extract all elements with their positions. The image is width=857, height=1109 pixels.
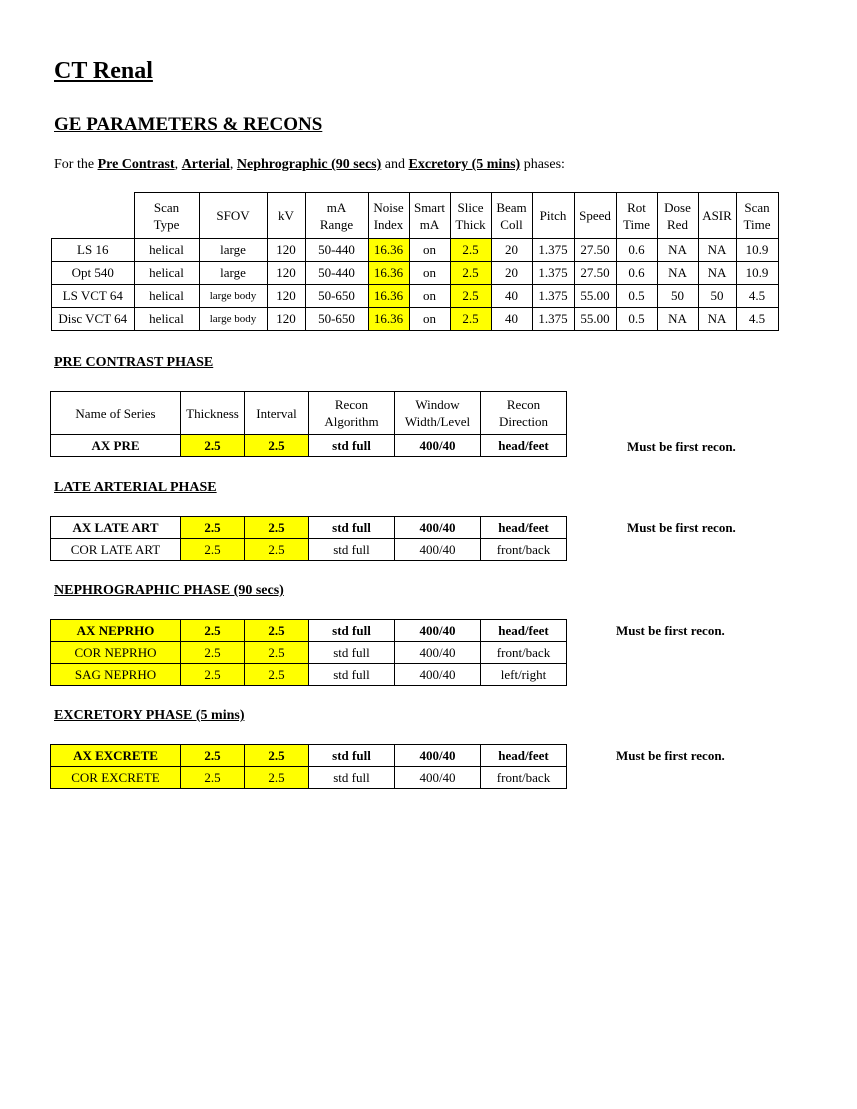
cell: front/back: [481, 767, 567, 789]
cell: head/feet: [481, 745, 567, 767]
cell: 50-650: [305, 308, 368, 331]
recon-note: Must be first recon.: [616, 748, 725, 763]
cell: large body: [199, 285, 267, 308]
cell: AX NEPRHO: [51, 620, 181, 642]
cell: 16.36: [368, 239, 409, 262]
cell: on: [409, 308, 450, 331]
params-header-row: [52, 193, 779, 239]
cell: 27.50: [574, 239, 616, 262]
cell: 2.5: [245, 767, 309, 789]
cell: 10.9: [736, 239, 778, 262]
page-title: CT Renal: [54, 58, 153, 84]
cell: 55.00: [574, 308, 616, 331]
cell: NA: [657, 262, 698, 285]
cell: 2.5: [450, 285, 491, 308]
cell: std full: [309, 642, 395, 664]
cell: 50-440: [305, 262, 368, 285]
recon-header: Recon Direction: [481, 392, 567, 435]
params-header: ASIR: [698, 193, 736, 239]
recon-header: Recon Algorithm: [309, 392, 395, 435]
cell: std full: [309, 767, 395, 789]
recon-header-row: [51, 392, 567, 435]
cell: 120: [267, 262, 305, 285]
cell: on: [409, 262, 450, 285]
scanner-parameters-table: [51, 192, 779, 331]
cell: helical: [134, 262, 199, 285]
table-row: [52, 285, 779, 308]
cell: 0.5: [616, 308, 657, 331]
table-row: [52, 239, 779, 262]
cell: 20: [491, 262, 532, 285]
intro-phase-excretory: Excretory (5 mins): [408, 157, 521, 172]
cell: 27.50: [574, 262, 616, 285]
recon-header: Name of Series: [51, 392, 181, 435]
cell: 0.6: [616, 239, 657, 262]
cell: LS VCT 64: [52, 285, 135, 308]
recon-note: Must be first recon.: [627, 520, 736, 535]
params-header: kV: [267, 193, 305, 239]
params-header: Beam Coll: [491, 193, 532, 239]
cell: left/right: [481, 664, 567, 686]
params-header: mA Range: [305, 193, 368, 239]
cell: 40: [491, 308, 532, 331]
cell: std full: [309, 435, 395, 457]
params-header: Noise Index: [368, 193, 409, 239]
intro-suffix: phases:: [520, 157, 565, 172]
cell: 2.5: [245, 517, 309, 539]
table-row: [51, 664, 567, 686]
recon-note: Must be first recon.: [616, 623, 725, 638]
cell: 2.5: [450, 262, 491, 285]
cell: 2.5: [245, 745, 309, 767]
intro-sep: ,: [229, 157, 237, 172]
cell: 1.375: [532, 285, 574, 308]
params-header: Rot Time: [616, 193, 657, 239]
cell: on: [409, 239, 450, 262]
cell: helical: [134, 308, 199, 331]
cell: 0.6: [616, 262, 657, 285]
cell: 0.5: [616, 285, 657, 308]
cell: NA: [698, 262, 736, 285]
cell: NA: [698, 308, 736, 331]
params-header: Pitch: [532, 193, 574, 239]
cell: 1.375: [532, 308, 574, 331]
cell: COR LATE ART: [51, 539, 181, 561]
cell: head/feet: [481, 517, 567, 539]
params-header: SFOV: [199, 193, 267, 239]
cell: 400/40: [395, 435, 481, 457]
cell: 400/40: [395, 620, 481, 642]
section-heading-pre-contrast: PRE CONTRAST PHASE: [54, 355, 214, 370]
cell: 50: [657, 285, 698, 308]
cell: 2.5: [181, 767, 245, 789]
cell: COR NEPRHO: [51, 642, 181, 664]
cell: head/feet: [481, 435, 567, 457]
page-subtitle: GE PARAMETERS & RECONS: [54, 114, 323, 135]
cell: helical: [134, 285, 199, 308]
section-heading-late-arterial: LATE ARTERIAL PHASE: [54, 480, 217, 495]
cell: 2.5: [245, 539, 309, 561]
cell: large: [199, 262, 267, 285]
cell: 120: [267, 285, 305, 308]
params-header: Slice Thick: [450, 193, 491, 239]
cell: std full: [309, 620, 395, 642]
cell: 120: [267, 239, 305, 262]
cell: 2.5: [181, 642, 245, 664]
cell: NA: [657, 239, 698, 262]
cell: 120: [267, 308, 305, 331]
table-row: [51, 539, 567, 561]
cell: Opt 540: [52, 262, 135, 285]
cell: head/feet: [481, 620, 567, 642]
intro-text: [54, 157, 565, 173]
cell: 16.36: [368, 262, 409, 285]
table-row: [51, 620, 567, 642]
cell: 2.5: [450, 239, 491, 262]
table-row: [52, 308, 779, 331]
params-header: Speed: [574, 193, 616, 239]
cell: 400/40: [395, 767, 481, 789]
params-corner: [52, 193, 135, 239]
intro-sep: and: [381, 157, 409, 172]
cell: 2.5: [245, 664, 309, 686]
cell: 1.375: [532, 239, 574, 262]
cell: 2.5: [181, 620, 245, 642]
intro-phase-nephro: Nephrographic (90 secs): [236, 157, 382, 172]
cell: 20: [491, 239, 532, 262]
cell: front/back: [481, 642, 567, 664]
cell: COR EXCRETE: [51, 767, 181, 789]
cell: 10.9: [736, 262, 778, 285]
cell: 16.36: [368, 285, 409, 308]
nephrographic-recon-table: [50, 619, 567, 686]
cell: LS 16: [52, 239, 135, 262]
cell: 400/40: [395, 539, 481, 561]
intro-sep: ,: [174, 157, 182, 172]
cell: 2.5: [245, 642, 309, 664]
cell: 2.5: [450, 308, 491, 331]
intro-phase-arterial: Arterial: [181, 157, 230, 172]
params-header: Smart mA: [409, 193, 450, 239]
cell: on: [409, 285, 450, 308]
recon-header: Thickness: [181, 392, 245, 435]
pre-contrast-recon-table: [50, 391, 567, 457]
cell: AX EXCRETE: [51, 745, 181, 767]
cell: helical: [134, 239, 199, 262]
table-row: [51, 642, 567, 664]
cell: front/back: [481, 539, 567, 561]
cell: 4.5: [736, 285, 778, 308]
cell: 2.5: [181, 517, 245, 539]
params-header: Scan Type: [134, 193, 199, 239]
cell: 55.00: [574, 285, 616, 308]
section-heading-excretory: EXCRETORY PHASE (5 mins): [54, 708, 245, 723]
recon-header: Window Width/Level: [395, 392, 481, 435]
cell: 400/40: [395, 745, 481, 767]
cell: SAG NEPRHO: [51, 664, 181, 686]
excretory-recon-table: [50, 744, 567, 789]
cell: 2.5: [181, 664, 245, 686]
late-arterial-recon-table: [50, 516, 567, 561]
cell: large body: [199, 308, 267, 331]
recon-header: Interval: [245, 392, 309, 435]
params-header: Scan Time: [736, 193, 778, 239]
intro-phase-pre: Pre Contrast: [97, 157, 175, 172]
cell: 4.5: [736, 308, 778, 331]
cell: 16.36: [368, 308, 409, 331]
table-row: [52, 262, 779, 285]
cell: std full: [309, 517, 395, 539]
cell: large: [199, 239, 267, 262]
intro-prefix: For the: [54, 157, 98, 172]
cell: 50-650: [305, 285, 368, 308]
table-row: [51, 745, 567, 767]
cell: 50: [698, 285, 736, 308]
cell: 2.5: [245, 620, 309, 642]
cell: 400/40: [395, 664, 481, 686]
table-row: [51, 767, 567, 789]
cell: AX PRE: [51, 435, 181, 457]
recon-note: Must be first recon.: [627, 439, 736, 454]
cell: 2.5: [181, 539, 245, 561]
cell: std full: [309, 539, 395, 561]
cell: 400/40: [395, 642, 481, 664]
cell: 400/40: [395, 517, 481, 539]
table-row: [51, 517, 567, 539]
cell: Disc VCT 64: [52, 308, 135, 331]
cell: 50-440: [305, 239, 368, 262]
table-row: [51, 435, 567, 457]
cell: AX LATE ART: [51, 517, 181, 539]
cell: 2.5: [245, 435, 309, 457]
cell: 2.5: [181, 435, 245, 457]
cell: NA: [657, 308, 698, 331]
cell: std full: [309, 664, 395, 686]
cell: 1.375: [532, 262, 574, 285]
cell: std full: [309, 745, 395, 767]
section-heading-nephrographic: NEPHROGRAPHIC PHASE (90 secs): [54, 583, 284, 598]
cell: 2.5: [181, 745, 245, 767]
cell: NA: [698, 239, 736, 262]
params-header: Dose Red: [657, 193, 698, 239]
cell: 40: [491, 285, 532, 308]
